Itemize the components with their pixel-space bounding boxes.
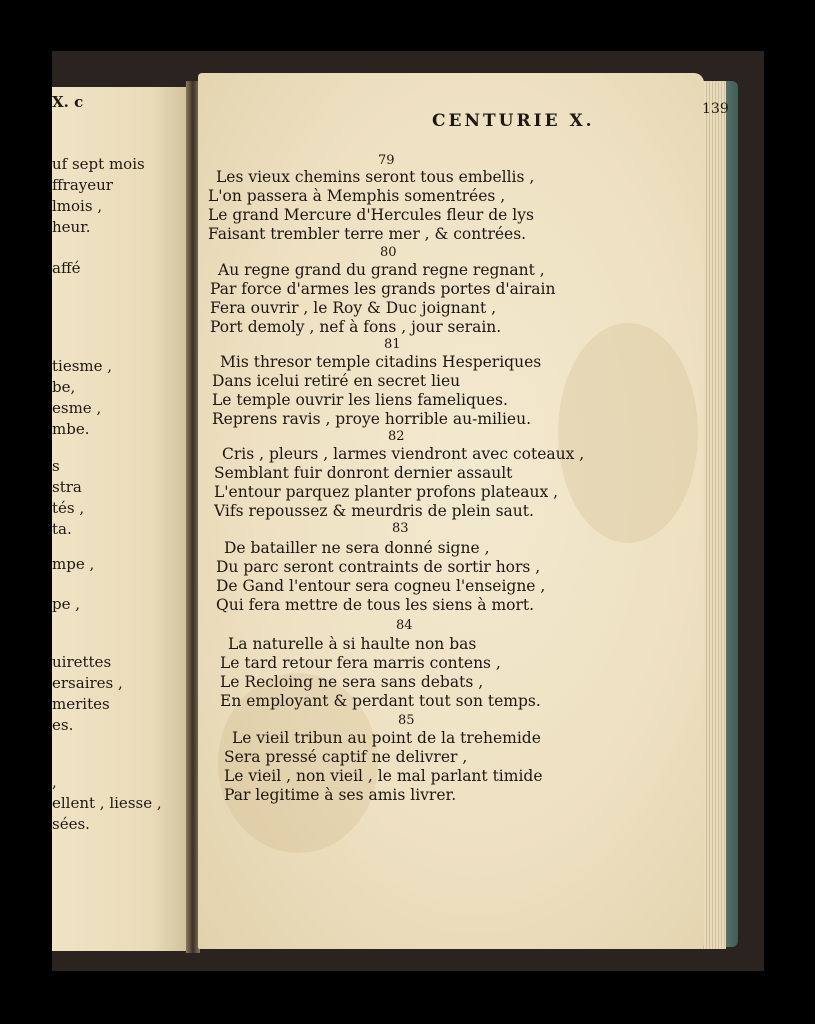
quatrain-82: [214, 445, 584, 521]
left-line: be,: [52, 378, 76, 396]
verse-line: De Gand l'entour sera cogneu l'enseigne ,: [216, 577, 546, 595]
left-line: esme ,: [52, 399, 102, 417]
left-page: [52, 87, 194, 951]
quatrain-84: [220, 635, 541, 711]
verse-line: Au regne grand du grand regne regnant ,: [218, 261, 545, 279]
left-line: tiesme ,: [52, 357, 113, 375]
quatrain-number: 81: [384, 337, 401, 352]
quatrain-number: 83: [392, 521, 409, 536]
verse-line: Le tard retour fera marris contens ,: [220, 654, 501, 672]
left-line: ersaires ,: [52, 674, 123, 692]
left-line: stra: [52, 478, 82, 496]
book-photograph: [52, 51, 764, 971]
left-line: es.: [52, 716, 74, 734]
quatrain-81: [212, 353, 541, 429]
left-line: ,: [52, 773, 57, 791]
left-line: mpe ,: [52, 555, 95, 573]
verse-line: La naturelle à si haulte non bas: [228, 635, 477, 653]
verse-line: Par force d'armes les grands portes d'airain: [210, 280, 556, 298]
left-line: ta.: [52, 520, 72, 538]
verse-line: Qui fera mettre de tous les siens à mort.: [216, 596, 535, 614]
left-line: merites: [52, 695, 110, 713]
quatrain-number: 80: [380, 245, 397, 260]
left-line: lmois ,: [52, 197, 103, 215]
left-line: tés ,: [52, 499, 85, 517]
quatrain-80: [210, 261, 555, 337]
verse-line: L'entour parquez planter profons plateaux ,: [214, 483, 559, 501]
right-page: [198, 73, 729, 949]
verse-line: Faisant trembler terre mer , & contrées.: [208, 225, 527, 243]
verse-line: L'on passera à Memphis somentrées ,: [208, 187, 506, 205]
verse-line: De batailler ne sera donné signe ,: [224, 539, 490, 557]
quatrain-number: 85: [398, 713, 415, 728]
left-line: ellent , liesse ,: [52, 794, 162, 812]
verse-line: Cris , pleurs , larmes viendront avec coteaux ,: [222, 445, 585, 463]
quatrain-83: [216, 539, 545, 615]
page-number: 139: [702, 101, 729, 117]
quatrain-number: 84: [396, 618, 413, 633]
left-line: mbe.: [52, 420, 90, 438]
verse-line: Semblant fuir donront dernier assault: [214, 464, 513, 482]
left-line: affé: [52, 259, 81, 277]
left-line: sées.: [52, 815, 90, 833]
verse-line: Port demoly , nef à fons , jour serain.: [210, 318, 502, 336]
verse-line: Le grand Mercure d'Hercules fleur de lys: [208, 206, 534, 224]
verse-line: Le Recloing ne sera sans debats ,: [220, 673, 484, 691]
verse-line: En employant & perdant tout son temps.: [220, 692, 541, 710]
verse-line: Le vieil tribun au point de la trehemide: [232, 729, 541, 747]
quatrain-number: 79: [378, 153, 395, 168]
left-line: heur.: [52, 218, 91, 236]
verse-line: Vifs repoussez & meurdris de plein saut.: [214, 502, 534, 520]
verse-line: Fera ouvrir , le Roy & Duc joignant ,: [210, 299, 497, 317]
quatrain-85: [224, 729, 543, 805]
verse-line: Du parc seront contraints de sortir hors ,: [216, 558, 541, 576]
running-header: CENTURIE X.: [432, 111, 595, 131]
left-line: ffrayeur: [52, 176, 113, 194]
verse-line: Le vieil , non vieil , le mal parlant timide: [224, 767, 543, 785]
verse-line: Mis thresor temple citadins Hesperiques: [220, 353, 542, 371]
verse-line: Le temple ouvrir les liens fameliques.: [212, 391, 508, 409]
verse-line: Sera pressé captif ne delivrer ,: [224, 748, 468, 766]
left-line: uirettes: [52, 653, 112, 671]
verse-line: Dans icelui retiré en secret lieu: [212, 372, 461, 390]
left-line: uf sept mois: [52, 155, 145, 173]
verse-line: Les vieux chemins seront tous embellis ,: [216, 168, 535, 186]
left-line: s: [52, 457, 60, 475]
quatrain-79: [208, 168, 534, 244]
left-line: pe ,: [52, 595, 81, 613]
quatrain-number: 82: [388, 429, 405, 444]
left-page-header: X. c: [52, 93, 84, 111]
verse-line: Reprens ravis , proye horrible au-milieu.: [212, 410, 532, 428]
verse-line: Par legitime à ses amis livrer.: [224, 786, 457, 804]
